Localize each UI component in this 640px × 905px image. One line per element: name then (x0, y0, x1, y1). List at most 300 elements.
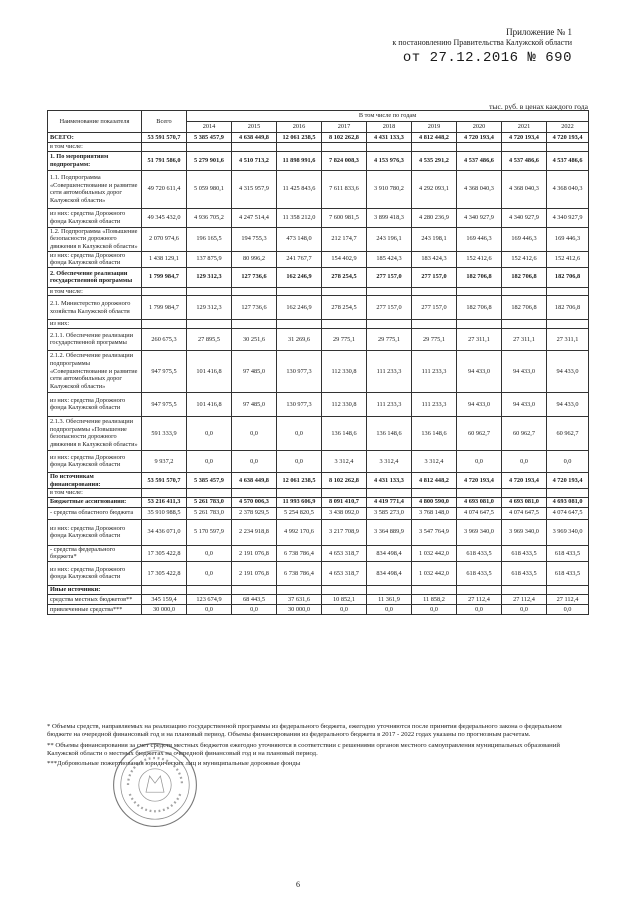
year-value-cell (232, 287, 277, 296)
year-value-cell: 4 800 590,0 (412, 497, 457, 507)
decree-date-number: от 27.12.2016 № 690 (402, 50, 572, 66)
year-value-cell: 94 433,0 (457, 350, 502, 392)
year-value-cell: 127 736,6 (232, 267, 277, 287)
year-value-cell: 4 693 081,0 (547, 497, 589, 507)
year-value-cell: 4 720 193,4 (547, 472, 589, 488)
year-value-cell: 60 962,7 (547, 416, 589, 450)
year-value-cell: 10 852,1 (322, 594, 367, 604)
year-value-cell: 277 157,0 (367, 296, 412, 320)
year-value-cell: 3 585 273,0 (367, 507, 412, 519)
year-value-cell: 136 148,6 (412, 416, 457, 450)
funding-table (47, 110, 589, 615)
year-header: 2014 (187, 122, 232, 133)
year-value-cell: 4 340 927,9 (547, 208, 589, 227)
year-value-cell: 4 812 448,2 (412, 472, 457, 488)
year-value-cell: 4 720 193,4 (547, 133, 589, 143)
year-value-cell: 4 812 448,2 (412, 133, 457, 143)
total-cell: 591 333,9 (142, 416, 187, 450)
year-value-cell: 618 433,5 (547, 561, 589, 585)
table-row (48, 251, 589, 267)
year-value-cell: 3 899 418,3 (367, 208, 412, 227)
year-value-cell: 4 537 486,6 (547, 151, 589, 170)
total-cell: 947 975,5 (142, 392, 187, 416)
year-value-cell: 152 412,6 (547, 251, 589, 267)
year-value-cell: 101 416,8 (187, 392, 232, 416)
row-label: в том числе: (48, 287, 142, 296)
year-value-cell: 154 402,9 (322, 251, 367, 267)
year-value-cell: 5 261 783,0 (187, 507, 232, 519)
year-value-cell: 123 674,9 (187, 594, 232, 604)
year-value-cell: 111 233,3 (367, 350, 412, 392)
year-value-cell: 182 706,8 (457, 296, 502, 320)
year-value-cell (412, 320, 457, 329)
year-value-cell: 3 768 148,0 (412, 507, 457, 519)
year-value-cell: 0,0 (232, 450, 277, 472)
year-value-cell: 0,0 (457, 604, 502, 614)
year-value-cell: 111 233,3 (367, 392, 412, 416)
row-label: 1. По мероприятиям подпрограмм: (48, 151, 142, 170)
year-value-cell (367, 320, 412, 329)
year-value-cell: 4 693 081,0 (502, 497, 547, 507)
row-label: в том числе: (48, 489, 142, 498)
year-value-cell: 0,0 (232, 604, 277, 614)
year-value-cell: 4 720 193,4 (457, 472, 502, 488)
year-value-cell (547, 143, 589, 152)
row-label: ВСЕГО: (48, 133, 142, 143)
year-value-cell: 241 767,7 (277, 251, 322, 267)
total-cell (142, 585, 187, 594)
year-value-cell: 4 280 236,9 (412, 208, 457, 227)
year-value-cell (502, 585, 547, 594)
year-value-cell: 7 824 008,3 (322, 151, 367, 170)
year-value-cell (367, 287, 412, 296)
year-value-cell: 4 315 957,9 (232, 170, 277, 208)
footnote: * Объемы средств, направляемых на реализацию государственной программы из федерального бюджета, ежегодно уточняются после принятия федерального закона о федеральном бюджете на очередной финансовый год и на плановый период. Объемы финансирования из федерального бюджета в 2017 - 2022 годах указаны по прогнозным расчетам. (47, 723, 562, 739)
year-value-cell: 11 858,2 (412, 594, 457, 604)
year-value-cell: 4 340 927,9 (502, 208, 547, 227)
year-value-cell: 4 638 449,8 (232, 472, 277, 488)
year-value-cell: 94 433,0 (547, 350, 589, 392)
year-value-cell: 212 174,7 (322, 227, 367, 251)
year-value-cell: 0,0 (412, 604, 457, 614)
year-value-cell (457, 320, 502, 329)
year-value-cell: 0,0 (187, 450, 232, 472)
row-label: Бюджетные ассигнования: (48, 497, 142, 507)
row-label: из них: средства Дорожного фонда Калужской области (48, 519, 142, 545)
table-row (48, 143, 589, 152)
table-row (48, 450, 589, 472)
year-value-cell: 4 510 713,2 (232, 151, 277, 170)
year-value-cell: 5 385 457,9 (187, 472, 232, 488)
year-value-cell: 0,0 (187, 545, 232, 561)
year-value-cell: 30 251,6 (232, 328, 277, 350)
year-value-cell: 194 755,3 (232, 227, 277, 251)
year-value-cell (457, 287, 502, 296)
year-value-cell: 60 962,7 (502, 416, 547, 450)
year-value-cell (367, 585, 412, 594)
year-value-cell: 277 157,0 (412, 296, 457, 320)
year-value-cell: 8 091 410,7 (322, 497, 367, 507)
row-label: из них: средства Дорожного фонда Калужской области (48, 450, 142, 472)
year-value-cell: 129 312,3 (187, 267, 232, 287)
year-value-cell: 4 537 486,6 (502, 151, 547, 170)
year-value-cell: 618 433,5 (502, 545, 547, 561)
decree-reference: к постановлению Правительства Калужской области (392, 38, 572, 47)
total-cell: 49 345 432,0 (142, 208, 187, 227)
year-value-cell: 243 196,1 (367, 227, 412, 251)
year-value-cell: 7 611 833,6 (322, 170, 367, 208)
year-value-cell (187, 320, 232, 329)
table-row (48, 519, 589, 545)
year-value-cell: 5 254 820,5 (277, 507, 322, 519)
year-value-cell: 27 311,1 (502, 328, 547, 350)
year-value-cell (412, 489, 457, 498)
year-value-cell: 11 425 843,6 (277, 170, 322, 208)
year-value-cell (277, 287, 322, 296)
row-label: 2.1.2. Обеспечение реализации подпрограммы «Совершенствование и развитие сети автомобильных дорог Калужской области» (48, 350, 142, 392)
year-value-cell: 3 969 340,0 (457, 519, 502, 545)
units-label: тыс. руб. в ценах каждого года (489, 102, 588, 111)
total-cell: 17 305 422,8 (142, 545, 187, 561)
year-value-cell: 7 600 981,5 (322, 208, 367, 227)
total-cell: 2 070 974,6 (142, 227, 187, 251)
row-label: средства местных бюджетов** (48, 594, 142, 604)
year-value-cell: 111 233,3 (412, 392, 457, 416)
year-value-cell: 0,0 (187, 416, 232, 450)
year-value-cell: 137 875,9 (187, 251, 232, 267)
row-label: привлеченные средства*** (48, 604, 142, 614)
row-label: Иные источники: (48, 585, 142, 594)
table-row (48, 151, 589, 170)
year-header: 2016 (277, 122, 322, 133)
year-value-cell: 27 112,4 (457, 594, 502, 604)
year-value-cell: 4 431 133,3 (367, 472, 412, 488)
year-value-cell: 11 361,9 (367, 594, 412, 604)
year-value-cell: 162 246,9 (277, 296, 322, 320)
table-row (48, 350, 589, 392)
year-value-cell: 4 074 647,5 (502, 507, 547, 519)
year-value-cell: 278 254,5 (322, 296, 367, 320)
year-header: 2015 (232, 122, 277, 133)
year-value-cell: 834 498,4 (367, 545, 412, 561)
column-header-name: Наименование показателя (48, 111, 142, 133)
year-value-cell (412, 287, 457, 296)
year-value-cell: 11 993 606,9 (277, 497, 322, 507)
year-value-cell: 127 736,6 (232, 296, 277, 320)
year-value-cell: 0,0 (547, 450, 589, 472)
year-value-cell: 5 279 901,6 (187, 151, 232, 170)
year-value-cell: 3 969 340,0 (502, 519, 547, 545)
year-value-cell: 4 992 170,6 (277, 519, 322, 545)
year-value-cell: 2 234 918,8 (232, 519, 277, 545)
year-value-cell (547, 489, 589, 498)
year-value-cell: 4 292 093,1 (412, 170, 457, 208)
total-cell: 34 436 071,0 (142, 519, 187, 545)
year-value-cell: 12 061 238,5 (277, 133, 322, 143)
year-value-cell (502, 143, 547, 152)
year-value-cell: 4 074 647,5 (457, 507, 502, 519)
year-value-cell (547, 585, 589, 594)
table-row (48, 227, 589, 251)
total-cell: 17 305 422,8 (142, 561, 187, 585)
year-value-cell: 3 364 889,9 (367, 519, 412, 545)
year-value-cell: 12 061 238,5 (277, 472, 322, 488)
year-value-cell: 618 433,5 (457, 561, 502, 585)
year-value-cell (502, 320, 547, 329)
row-label: из них: средства Дорожного фонда Калужской области (48, 208, 142, 227)
total-cell: 947 975,5 (142, 350, 187, 392)
year-value-cell: 278 254,5 (322, 267, 367, 287)
year-value-cell: 618 433,5 (457, 545, 502, 561)
total-cell: 49 720 611,4 (142, 170, 187, 208)
year-value-cell (187, 287, 232, 296)
year-value-cell: 4 693 081,0 (457, 497, 502, 507)
year-value-cell: 11 358 212,0 (277, 208, 322, 227)
year-value-cell (502, 287, 547, 296)
year-value-cell: 29 775,1 (322, 328, 367, 350)
year-value-cell: 0,0 (322, 604, 367, 614)
year-value-cell: 182 706,8 (502, 267, 547, 287)
total-cell: 51 791 586,0 (142, 151, 187, 170)
year-value-cell (547, 287, 589, 296)
table-row (48, 545, 589, 561)
row-label: из них: средства Дорожного фонда Калужской области (48, 392, 142, 416)
total-cell (142, 320, 187, 329)
year-value-cell: 68 443,5 (232, 594, 277, 604)
year-value-cell (232, 320, 277, 329)
year-value-cell: 169 446,3 (457, 227, 502, 251)
table-row (48, 561, 589, 585)
table-row (48, 507, 589, 519)
table-row (48, 208, 589, 227)
year-value-cell: 0,0 (502, 604, 547, 614)
year-value-cell (187, 585, 232, 594)
year-value-cell: 5 059 980,1 (187, 170, 232, 208)
total-cell: 35 910 988,5 (142, 507, 187, 519)
year-value-cell: 3 547 764,9 (412, 519, 457, 545)
year-value-cell: 277 157,0 (367, 267, 412, 287)
year-value-cell: 0,0 (277, 416, 322, 450)
year-value-cell (412, 585, 457, 594)
total-cell: 53 216 411,3 (142, 497, 187, 507)
year-value-cell: 94 433,0 (457, 392, 502, 416)
year-value-cell: 29 775,1 (412, 328, 457, 350)
year-value-cell: 6 738 786,4 (277, 561, 322, 585)
year-value-cell: 27 112,4 (502, 594, 547, 604)
year-value-cell: 169 446,3 (547, 227, 589, 251)
year-value-cell: 4 368 040,3 (457, 170, 502, 208)
year-value-cell: 30 000,0 (277, 604, 322, 614)
total-cell (142, 143, 187, 152)
year-header: 2018 (367, 122, 412, 133)
year-value-cell: 4 720 193,4 (457, 133, 502, 143)
year-value-cell: 152 412,6 (457, 251, 502, 267)
year-value-cell: 196 165,5 (187, 227, 232, 251)
footnote: ** Объемы финансирования за счет средств местных бюджетов ежегодно уточняются в соответствии с решениями органов местного самоуправления муниципальных образований Калужской области о местных бюджетах на очередной финансовый год и на плановый период. (47, 741, 560, 757)
row-label: 2.1. Министерство дорожного хозяйства Калужской области (48, 296, 142, 320)
table-row (48, 497, 589, 507)
year-value-cell: 97 485,0 (232, 392, 277, 416)
year-value-cell: 2 191 076,8 (232, 561, 277, 585)
year-value-cell: 97 485,0 (232, 350, 277, 392)
year-value-cell: 1 032 442,0 (412, 545, 457, 561)
official-seal (110, 740, 200, 830)
year-value-cell: 60 962,7 (457, 416, 502, 450)
year-value-cell: 4 720 193,4 (502, 472, 547, 488)
page-number: 6 (296, 880, 300, 889)
year-value-cell: 0,0 (367, 604, 412, 614)
year-value-cell: 4 419 771,4 (367, 497, 412, 507)
year-value-cell (322, 585, 367, 594)
year-value-cell: 130 977,3 (277, 392, 322, 416)
table-row (48, 594, 589, 604)
year-value-cell (457, 489, 502, 498)
year-value-cell: 112 330,8 (322, 392, 367, 416)
total-cell: 260 675,3 (142, 328, 187, 350)
year-value-cell: 162 246,9 (277, 267, 322, 287)
year-value-cell: 0,0 (187, 561, 232, 585)
year-value-cell: 834 498,4 (367, 561, 412, 585)
year-value-cell (277, 320, 322, 329)
year-value-cell (187, 143, 232, 152)
year-value-cell: 94 433,0 (502, 392, 547, 416)
year-value-cell: 3 438 092,0 (322, 507, 367, 519)
appendix-label: Приложение № 1 (506, 27, 572, 37)
year-value-cell: 4 653 318,7 (322, 545, 367, 561)
year-value-cell: 2 378 929,5 (232, 507, 277, 519)
year-value-cell: 4 936 705,2 (187, 208, 232, 227)
table-row (48, 287, 589, 296)
total-cell: 1 799 984,7 (142, 267, 187, 287)
year-value-cell: 4 340 927,9 (457, 208, 502, 227)
year-value-cell: 136 148,6 (322, 416, 367, 450)
row-label: 1.2. Подпрограмма «Повышение безопасности дорожного движения в Калужской области» (48, 227, 142, 251)
year-value-cell: 183 424,3 (412, 251, 457, 267)
year-value-cell: 182 706,8 (502, 296, 547, 320)
year-value-cell: 243 198,1 (412, 227, 457, 251)
year-value-cell: 11 898 991,6 (277, 151, 322, 170)
total-cell: 53 591 570,7 (142, 472, 187, 488)
year-value-cell (277, 143, 322, 152)
row-label: из них: средства Дорожного фонда Калужской области (48, 251, 142, 267)
year-value-cell: 182 706,8 (547, 267, 589, 287)
year-value-cell (322, 143, 367, 152)
year-value-cell: 185 424,3 (367, 251, 412, 267)
year-value-cell: 5 385 457,9 (187, 133, 232, 143)
year-value-cell: 4 653 318,7 (322, 561, 367, 585)
year-value-cell (367, 489, 412, 498)
year-header: 2017 (322, 122, 367, 133)
row-label: По источникам финансирования: (48, 472, 142, 488)
year-value-cell: 3 312,4 (412, 450, 457, 472)
year-value-cell: 4 368 040,3 (502, 170, 547, 208)
year-value-cell (232, 489, 277, 498)
year-value-cell: 4 537 486,6 (457, 151, 502, 170)
year-header: 2019 (412, 122, 457, 133)
year-value-cell: 29 775,1 (367, 328, 412, 350)
column-header-years-group: В том числе по годам (187, 111, 589, 122)
year-value-cell: 0,0 (457, 450, 502, 472)
year-value-cell: 129 312,3 (187, 296, 232, 320)
year-value-cell (412, 143, 457, 152)
year-value-cell (457, 585, 502, 594)
year-value-cell: 3 312,4 (322, 450, 367, 472)
table-row (48, 170, 589, 208)
year-value-cell: 3 312,4 (367, 450, 412, 472)
table-row (48, 267, 589, 287)
year-value-cell: 4 074 647,5 (547, 507, 589, 519)
footnote: ***Добровольные пожертвования юридических лиц и муниципальные дорожные фонды (47, 760, 301, 768)
year-value-cell: 2 191 076,8 (232, 545, 277, 561)
year-value-cell: 8 102 262,8 (322, 472, 367, 488)
year-value-cell: 618 433,5 (547, 545, 589, 561)
table-row (48, 392, 589, 416)
year-value-cell: 112 330,8 (322, 350, 367, 392)
row-label: 2. Обеспечение реализации государственной программы (48, 267, 142, 287)
year-value-cell: 27 311,1 (547, 328, 589, 350)
year-value-cell (277, 489, 322, 498)
table-row (48, 320, 589, 329)
year-value-cell (367, 143, 412, 152)
year-value-cell: 4 535 291,2 (412, 151, 457, 170)
year-value-cell: 31 269,6 (277, 328, 322, 350)
year-value-cell: 5 170 597,9 (187, 519, 232, 545)
total-cell: 1 438 129,1 (142, 251, 187, 267)
row-label: - средства федерального бюджета* (48, 545, 142, 561)
year-value-cell: 618 433,5 (502, 561, 547, 585)
row-label: из них: (48, 320, 142, 329)
total-cell: 9 937,2 (142, 450, 187, 472)
year-value-cell: 169 446,3 (502, 227, 547, 251)
year-value-cell: 3 910 780,2 (367, 170, 412, 208)
table-row (48, 328, 589, 350)
year-value-cell (457, 143, 502, 152)
year-value-cell (232, 585, 277, 594)
year-value-cell: 4 570 006,3 (232, 497, 277, 507)
year-value-cell: 6 738 786,4 (277, 545, 322, 561)
year-value-cell: 3 217 708,9 (322, 519, 367, 545)
year-value-cell: 27 311,1 (457, 328, 502, 350)
year-value-cell: 4 638 449,8 (232, 133, 277, 143)
year-header: 2020 (457, 122, 502, 133)
year-value-cell (322, 489, 367, 498)
year-value-cell: 8 102 262,8 (322, 133, 367, 143)
year-value-cell: 0,0 (232, 416, 277, 450)
year-value-cell: 182 706,8 (457, 267, 502, 287)
year-value-cell: 182 706,8 (547, 296, 589, 320)
row-label: 1.1. Подпрограмма «Совершенствование и развитие сети автомобильных дорог Калужской области» (48, 170, 142, 208)
table-row (48, 489, 589, 498)
year-value-cell: 0,0 (277, 450, 322, 472)
year-value-cell: 473 148,0 (277, 227, 322, 251)
year-value-cell: 4 247 514,4 (232, 208, 277, 227)
total-cell: 30 000,0 (142, 604, 187, 614)
year-value-cell: 37 631,6 (277, 594, 322, 604)
total-cell (142, 489, 187, 498)
year-value-cell: 4 720 193,4 (502, 133, 547, 143)
year-value-cell: 1 032 442,0 (412, 561, 457, 585)
table-row (48, 416, 589, 450)
year-value-cell: 80 996,2 (232, 251, 277, 267)
year-header: 2022 (547, 122, 589, 133)
year-value-cell: 277 157,0 (412, 267, 457, 287)
year-value-cell: 101 416,8 (187, 350, 232, 392)
year-value-cell (322, 287, 367, 296)
total-cell: 345 159,4 (142, 594, 187, 604)
year-value-cell: 94 433,0 (502, 350, 547, 392)
table-row (48, 585, 589, 594)
year-value-cell: 111 233,3 (412, 350, 457, 392)
